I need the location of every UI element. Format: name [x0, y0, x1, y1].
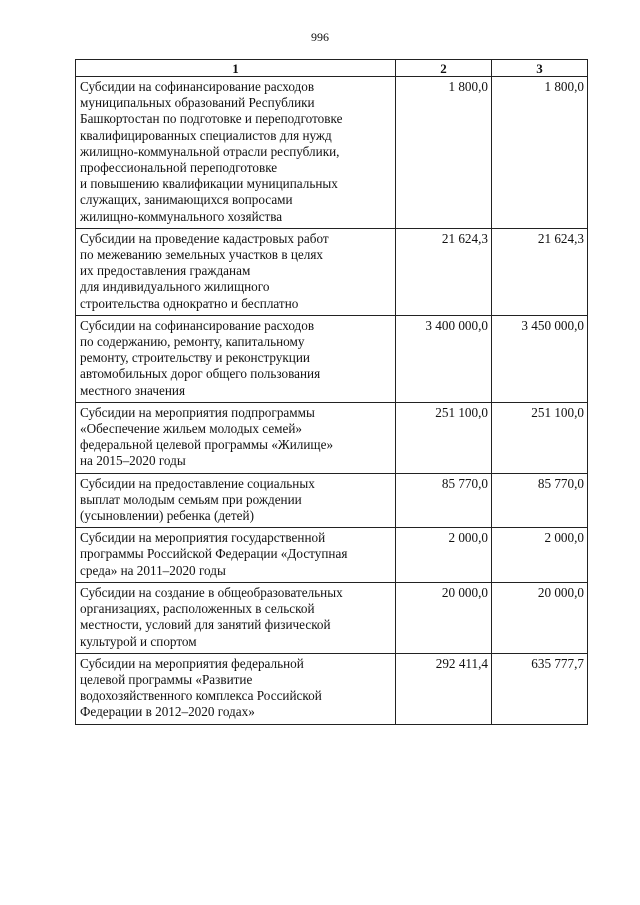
- description-line: Субсидии на мероприятия подпрограммы: [80, 404, 315, 420]
- row-value-col2: 85 770,0: [396, 473, 492, 528]
- description-line: и повышению квалификации муниципальных: [80, 176, 338, 192]
- description-line: жилищно-коммунального хозяйства: [80, 208, 283, 224]
- description-line: Субсидии на предоставление социальных: [80, 475, 315, 491]
- row-description: [76, 473, 396, 528]
- row-description: [76, 402, 396, 473]
- row-description: [76, 528, 396, 583]
- description-line: местного значения: [80, 382, 186, 398]
- description-line: профессиональной переподготовке: [80, 160, 278, 176]
- description-line: местности, условий для занятий физической: [80, 617, 331, 633]
- description-line: Субсидии на софинансирование расходов: [80, 317, 315, 333]
- budget-table: [75, 59, 588, 725]
- table-row: [76, 77, 588, 229]
- description-line: Субсидии на мероприятия государственной: [80, 530, 326, 546]
- column-header-3: 3: [492, 60, 588, 77]
- row-value-col3: 3 450 000,0: [492, 315, 588, 402]
- description-line: Федерации в 2012–2020 годах»: [80, 704, 255, 720]
- table-row: [76, 315, 588, 402]
- row-value-col2: 1 800,0: [396, 77, 492, 229]
- row-value-col3: 21 624,3: [492, 228, 588, 315]
- row-value-col2: 3 400 000,0: [396, 315, 492, 402]
- description-line: целевой программы «Развитие: [80, 671, 253, 687]
- table-row: [76, 528, 588, 583]
- table-row: [76, 228, 588, 315]
- description-line: организациях, расположенных в сельской: [80, 601, 315, 617]
- description-line: Субсидии на софинансирование расходов: [80, 79, 315, 94]
- table-row: [76, 473, 588, 528]
- description-line: ремонту, строительству и реконструкции: [80, 350, 310, 366]
- description-line: муниципальных образований Республики: [80, 95, 315, 111]
- row-description: [76, 653, 396, 724]
- description-line: (усыновлении) ребенка (детей): [80, 508, 254, 524]
- description-line: выплат молодым семьям при рождении: [80, 491, 302, 507]
- table-row: [76, 582, 588, 653]
- description-line: строительства однократно и бесплатно: [80, 295, 299, 311]
- description-line: по межеванию земельных участков в целях: [80, 247, 323, 263]
- row-description: [76, 315, 396, 402]
- description-line: «Обеспечение жильем молодых семей»: [80, 421, 303, 437]
- description-line: культурой и спортом: [80, 633, 197, 649]
- description-line: жилищно-коммунальной отрасли республики,: [80, 143, 340, 159]
- row-value-col3: 251 100,0: [492, 402, 588, 473]
- row-value-col2: 20 000,0: [396, 582, 492, 653]
- row-description: [76, 582, 396, 653]
- description-line: Субсидии на создание в общеобразовательных: [80, 584, 343, 600]
- row-value-col3: 20 000,0: [492, 582, 588, 653]
- table-row: [76, 653, 588, 724]
- description-line: федеральной целевой программы «Жилище»: [80, 437, 334, 453]
- column-header-1: 1: [76, 60, 396, 77]
- row-description: [76, 228, 396, 315]
- description-line: Башкортостан по подготовке и переподготовке: [80, 111, 343, 127]
- row-value-col3: 635 777,7: [492, 653, 588, 724]
- description-line: водохозяйственного комплекса Российской: [80, 688, 322, 704]
- column-header-2: 2: [396, 60, 492, 77]
- description-line: их предоставления гражданам: [80, 263, 251, 279]
- description-line: среда» на 2011–2020 годы: [80, 562, 226, 578]
- row-value-col2: 292 411,4: [396, 653, 492, 724]
- description-line: для индивидуального жилищного: [80, 279, 270, 295]
- description-line: Субсидии на мероприятия федеральной: [80, 655, 304, 671]
- table-header-row: [76, 60, 588, 77]
- row-description: [76, 77, 396, 229]
- description-line: автомобильных дорог общего пользования: [80, 366, 321, 382]
- description-line: по содержанию, ремонту, капитальному: [80, 334, 305, 350]
- description-line: служащих, занимающихся вопросами: [80, 192, 293, 208]
- row-value-col2: 2 000,0: [396, 528, 492, 583]
- description-line: на 2015–2020 годы: [80, 453, 186, 469]
- row-value-col2: 251 100,0: [396, 402, 492, 473]
- page-number: 996: [311, 30, 329, 44]
- row-value-col3: 1 800,0: [492, 77, 588, 229]
- row-value-col2: 21 624,3: [396, 228, 492, 315]
- row-value-col3: 2 000,0: [492, 528, 588, 583]
- description-line: квалифицированных специалистов для нужд: [80, 127, 332, 143]
- row-value-col3: 85 770,0: [492, 473, 588, 528]
- table-row: [76, 402, 588, 473]
- description-line: программы Российской Федерации «Доступная: [80, 546, 348, 562]
- description-line: Субсидии на проведение кадастровых работ: [80, 230, 329, 246]
